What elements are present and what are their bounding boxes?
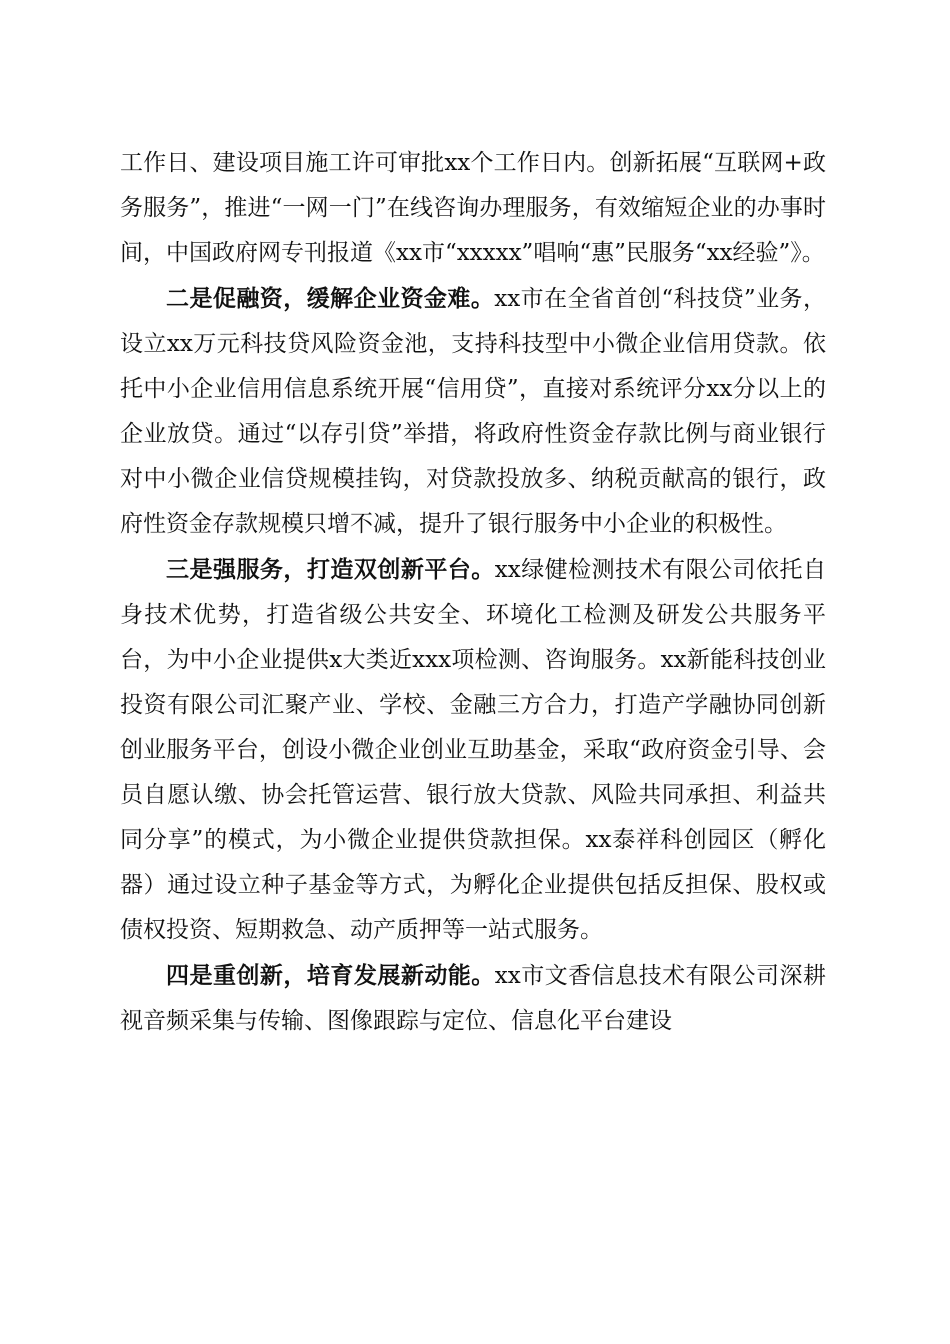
document-body <box>120 141 826 1044</box>
paragraph-3-heading: 三是强服务，打造双创新平台。 <box>166 556 495 583</box>
paragraph-3-text: xx绿健检测技术有限公司依托自身技术优势，打造省级公共安全、环境化工检测及研发公共服务平台，为中小企业提供x大类近xxx项检测、咨询服务。xx新能科技创业投资有限公司汇聚产业、学校、金融三方合力，打造产学融协同创新创业服务平台，创设小微企业创业互助基金，采取“政府资金引导、会员自愿认缴、协会托管运营、银行放大贷款、风险共同承担、利益共同分享”的模式，为小微企业提供贷款担保。xx泰祥科创园区（孵化器）通过设立种子基金等方式，为孵化企业提供包括反担保、股权或债权投资、短期救急、动产质押等一站式服务。 <box>120 557 826 943</box>
paragraph-2-text: xx市在全省首创“科技贷”业务，设立xx万元科技贷风险资金池，支持科技型中小微企业信用贷款。依托中小企业信用信息系统开展“信用贷”，直接对系统评分xx分以上的企业放贷。通过“以存引贷”举措，将政府性资金存款比例与商业银行对中小微企业信贷规模挂钩，对贷款投放多、纳税贡献高的银行，政府性资金存款规模只增不减，提升了银行服务中小企业的积极性。 <box>120 286 826 537</box>
paragraph-2 <box>120 276 826 547</box>
paragraph-3 <box>120 547 826 953</box>
paragraph-2-heading: 二是促融资，缓解企业资金难。 <box>166 285 495 312</box>
paragraph-1 <box>120 141 826 276</box>
paragraph-4-text: xx市文香信息技术有限公司深耕视音频采集与传输、图像跟踪与定位、信息化平台建设 <box>120 963 826 1034</box>
paragraph-1-text: 工作日、建设项目施工许可审批xx个工作日内。创新拓展“互联网+政务服务”，推进“一网一门”在线咨询办理服务，有效缩短企业的办事时间，中国政府网专刊报道《xx市“xxxxx”唱响“惠”民服务“xx经验”》。 <box>120 150 826 266</box>
paragraph-4-heading: 四是重创新，培育发展新动能。 <box>166 962 495 989</box>
paragraph-4 <box>120 953 826 1044</box>
